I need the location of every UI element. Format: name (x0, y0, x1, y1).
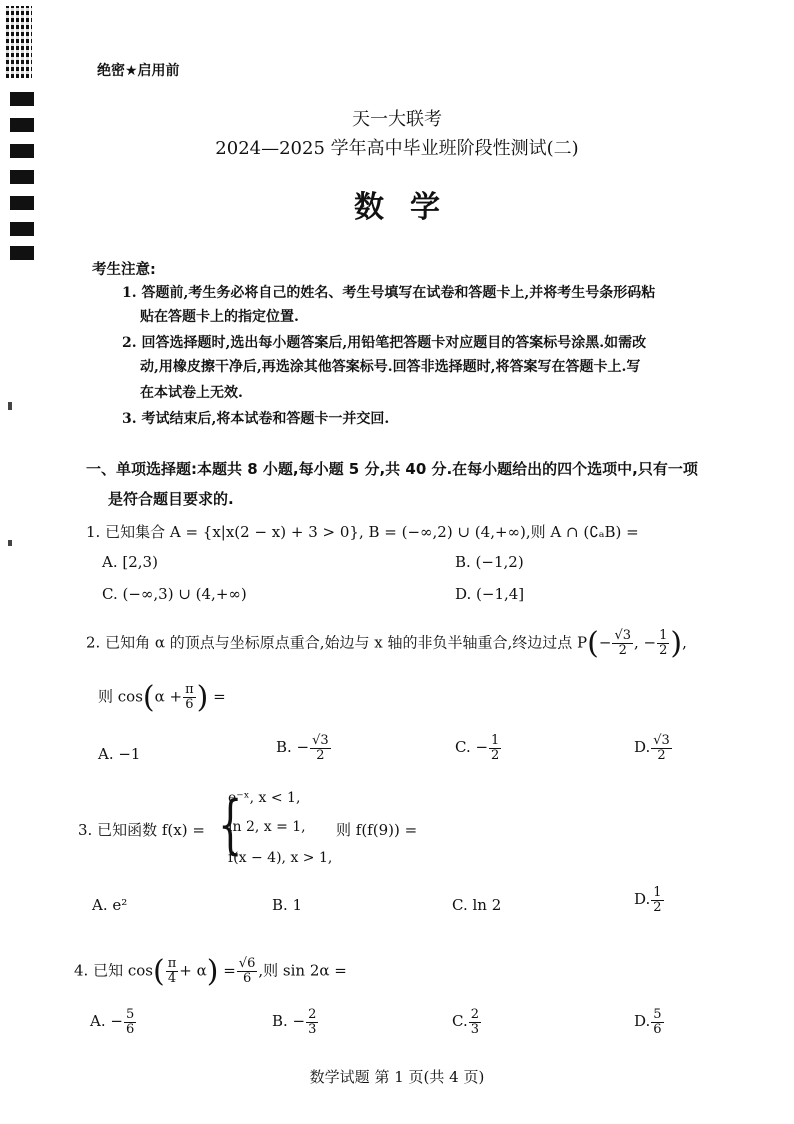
question-2-option-c: C. − $\frac{1}{2}$ (455, 733, 500, 763)
question-1-option-b: B. (−1,2) (455, 553, 524, 571)
question-4-option-c: C. $\frac{2}{3}$ (452, 1007, 479, 1037)
question-2-option-b: B. − $\frac{√3}{2}$ (276, 733, 329, 763)
question-1-option-d: D. (−1,4] (455, 585, 525, 603)
question-4-stem: 4. 已知 cos( $\frac{\pi}{4}$ + α) = $\frac{√6}{6}$ ,则 sin 2α = (74, 954, 347, 989)
question-1-option-c: C. (−∞,3) ∪ (4,+∞) (102, 585, 247, 603)
organizer-title: 天一大联考 (352, 109, 442, 130)
notice-item-2-line-1: 2. 回答选择题时,选出每小题答案后,用铅笔把答题卡对应题目的答案标号涂黑.如需改 (122, 335, 647, 351)
subject-title: 数学 (354, 190, 466, 225)
question-4-option-a: A. − $\frac{5}{6}$ (90, 1007, 135, 1037)
notice-item-3: 3. 考试结束后,将本试卷和答题卡一并交回. (122, 411, 390, 427)
page-footer: 数学试题 第 1 页(共 4 页) (309, 1068, 485, 1086)
notice-item-2-line-3: 在本试卷上无效. (140, 385, 243, 401)
question-2-option-d: D. $\frac{√3}{2}$ (634, 733, 670, 763)
question-2-ask: 则 cos(α + $\frac{\pi}{6}$ ) = (98, 680, 226, 715)
fraction: $\frac{1}{2}$ (659, 628, 668, 658)
question-3-option-a: A. e² (92, 896, 128, 914)
section-heading-line-1: 一、单项选择题:本题共 8 小题,每小题 5 分,共 40 分.在每小题给出的四个选项中,只有一项 (86, 460, 698, 478)
binding-mark (8, 540, 12, 546)
question-1-option-a: A. [2,3) (102, 553, 158, 571)
question-3-ask: 则 f(f(9)) = (336, 821, 418, 839)
question-4-option-d: D. $\frac{5}{6}$ (634, 1007, 662, 1037)
question-1-stem: 1. 已知集合 A = {x|x(2 − x) + 3 > 0}, B = (−∞,2) ∪ (4,+∞),则 A ∩ (∁ₐB) = (86, 523, 639, 541)
binding-stripe (10, 246, 34, 260)
question-3-option-d: D. $\frac{1}{2}$ (634, 885, 662, 915)
question-4-option-b: B. − $\frac{2}{3}$ (272, 1007, 317, 1037)
question-2-stem: 2. 已知角 α 的顶点与坐标原点重合,始边与 x 轴的非负半轴重合,终边过点 P(− $\frac{√3}{2}$ , − $\frac{1}{2}$ ), (86, 626, 687, 661)
question-3-case-2: ln 2, x = 1, (228, 819, 306, 835)
notice-item-1-line-1: 1. 答题前,考生务必将自己的姓名、考生号填写在试卷和答题卡上,并将考生号条形码粘 (122, 285, 656, 301)
question-2-option-a: A. −1 (98, 745, 141, 763)
question-3-case-1: e⁻ˣ, x < 1, (228, 790, 301, 806)
notice-heading: 考生注意: (92, 262, 156, 278)
notice-item-2-line-2: 动,用橡皮擦干净后,再选涂其他答案标号.回答非选择题时,将答案写在答题卡上.写 (140, 359, 641, 375)
question-3-option-c: C. ln 2 (452, 896, 502, 914)
binding-strip (0, 0, 40, 1124)
question-3-option-b: B. 1 (272, 896, 303, 914)
fraction: $\frac{√3}{2}$ (614, 628, 632, 658)
question-3-case-3: f(x − 4), x > 1, (228, 850, 333, 866)
question-3-stem: 3. 已知函数 f(x) = (78, 821, 205, 839)
section-heading-line-2: 是符合题目要求的. (108, 490, 234, 508)
binding-mark (8, 402, 12, 410)
piecewise-brace: { (218, 788, 243, 862)
notice-item-1-line-2: 贴在答题卡上的指定位置. (140, 309, 299, 325)
confidential-label: 绝密★启用前 (97, 63, 180, 79)
binding-stripe (10, 92, 34, 106)
fraction: $\frac{\pi}{6}$ (185, 682, 194, 712)
exam-title: 2024—2025 学年高中毕业班阶段性测试(二) (215, 138, 579, 159)
